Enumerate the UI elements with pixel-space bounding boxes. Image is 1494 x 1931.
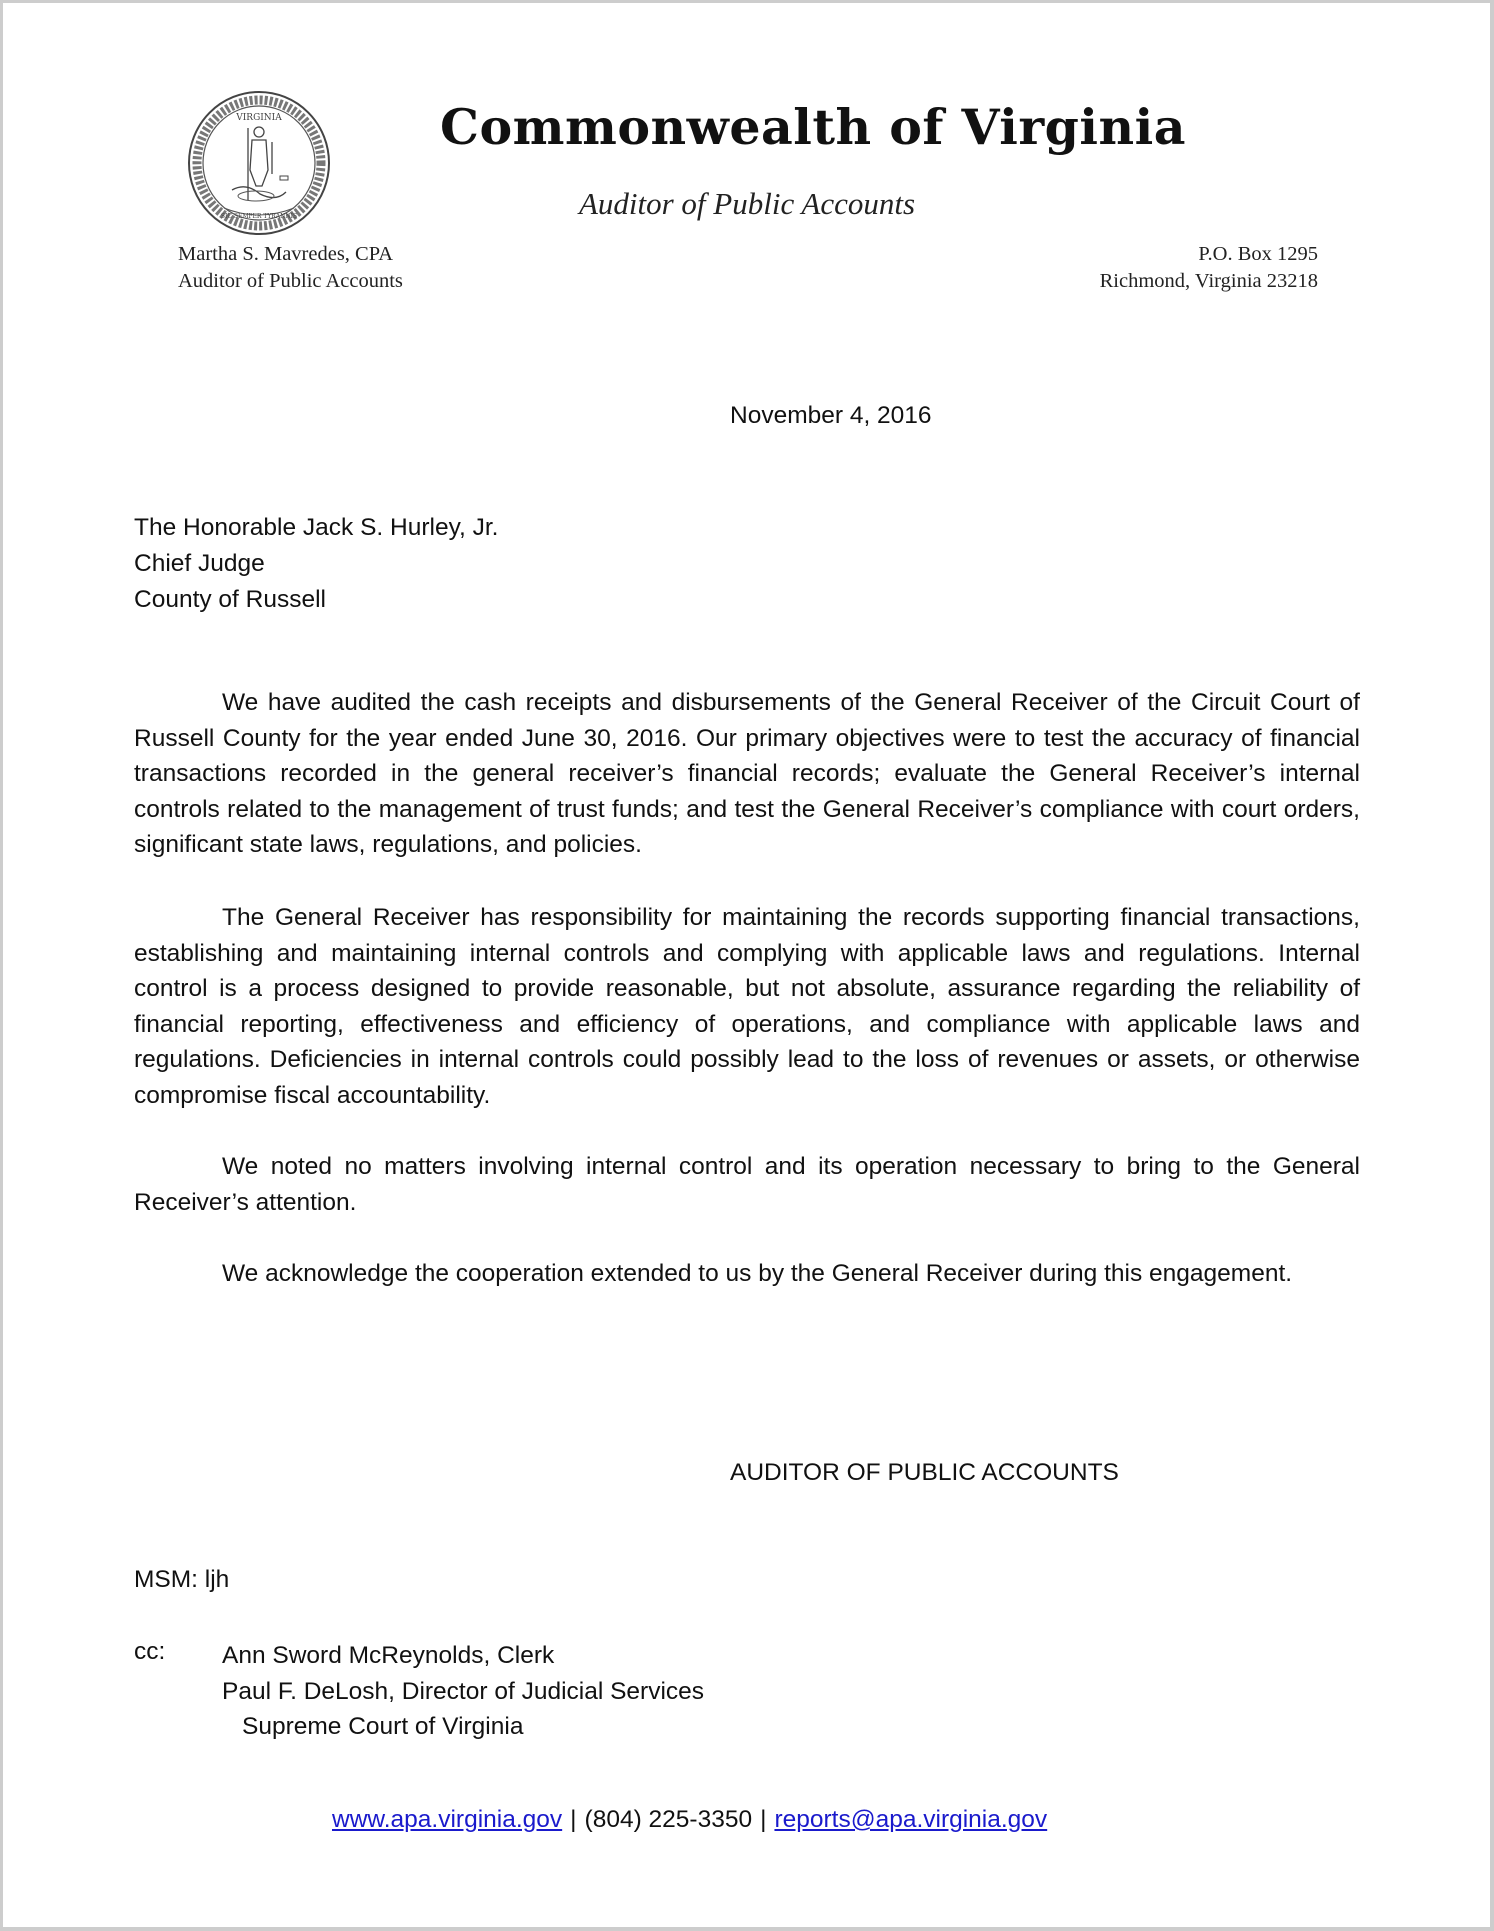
footer-separator: | <box>760 1806 767 1833</box>
signature-block: AUDITOR OF PUBLIC ACCOUNTS <box>730 1459 1119 1486</box>
svg-text:VIRGINIA: VIRGINIA <box>236 113 282 123</box>
letterhead-subtitle: Auditor of Public Accounts <box>578 186 916 221</box>
po-box: P.O. Box 1295 <box>1198 243 1318 265</box>
letterhead-title: Commonwealth of Virginia <box>440 98 1186 156</box>
phone-number: (804) 225-3350 <box>584 1806 753 1833</box>
virginia-seal-icon <box>186 90 332 236</box>
addressee-name: The Honorable Jack S. Hurley, Jr. <box>134 514 499 541</box>
footer-separator: | <box>570 1806 577 1833</box>
auditor-name-block <box>178 241 403 295</box>
mailing-address-block <box>1000 241 1318 295</box>
cc-recipient-affiliation: Supreme Court of Virginia <box>242 1713 524 1741</box>
paragraph-text: We acknowledge the cooperation extended to us by the General Receiver during this engagement. <box>222 1260 1293 1287</box>
cc-label: cc: <box>134 1638 166 1665</box>
cc-recipient-list <box>222 1638 704 1745</box>
body-paragraph-3 <box>134 1149 1360 1220</box>
typist-initials: MSM: ljh <box>134 1566 230 1593</box>
body-paragraph-1 <box>134 685 1360 863</box>
paragraph-text: We have audited the cash receipts and disbursements of the General Receiver of the Circuit Court of Russell County for the year ended June 30, 2016. Our primary objectives were to test the accuracy of financial transactions recorded in the general receiver’s financial records; evaluate the General Receiver’s internal controls related to the management of trust funds; and test the General Receiver’s compliance with court orders, significant state laws, regulations, and policies. <box>134 689 1360 859</box>
email-link[interactable]: reports@apa.virginia.gov <box>774 1806 1048 1833</box>
body-paragraph-4 <box>134 1256 1360 1292</box>
footer-contact-line <box>332 1806 1047 1834</box>
website-link[interactable]: www.apa.virginia.gov <box>332 1806 563 1833</box>
cc-recipient: Paul F. DeLosh, Director of Judicial Services <box>222 1677 705 1705</box>
body-paragraph-2 <box>134 900 1360 1114</box>
auditor-name: Martha S. Mavredes, CPA <box>178 243 394 265</box>
paragraph-text: We noted no matters involving internal control and its operation necessary to bring to the General Receiver’s attention. <box>134 1153 1360 1216</box>
cc-recipient: Ann Sword McReynolds, Clerk <box>222 1642 555 1669</box>
addressee-block <box>134 510 498 618</box>
auditor-title: Auditor of Public Accounts <box>178 270 403 292</box>
paragraph-text: The General Receiver has responsibility for maintaining the records supporting financial transactions, establishing and maintaining internal controls and complying with applicable laws and regulations. Internal control is a process designed to provide reasonable, but not absolute, assurance regarding the reliability of financial reporting, effectiveness and efficiency of operations, and compliance with applicable laws and regulations. Deficiencies in internal controls could possibly lead to the loss of revenues or assets, or otherwise compromise fiscal accountability. <box>134 904 1360 1109</box>
svg-text:SIC SEMPER TYRANNIS: SIC SEMPER TYRANNIS <box>220 213 298 220</box>
city-state-zip: Richmond, Virginia 23218 <box>1099 270 1318 292</box>
addressee-county: County of Russell <box>134 586 327 613</box>
addressee-title: Chief Judge <box>134 550 265 577</box>
letter-date: November 4, 2016 <box>730 402 932 429</box>
